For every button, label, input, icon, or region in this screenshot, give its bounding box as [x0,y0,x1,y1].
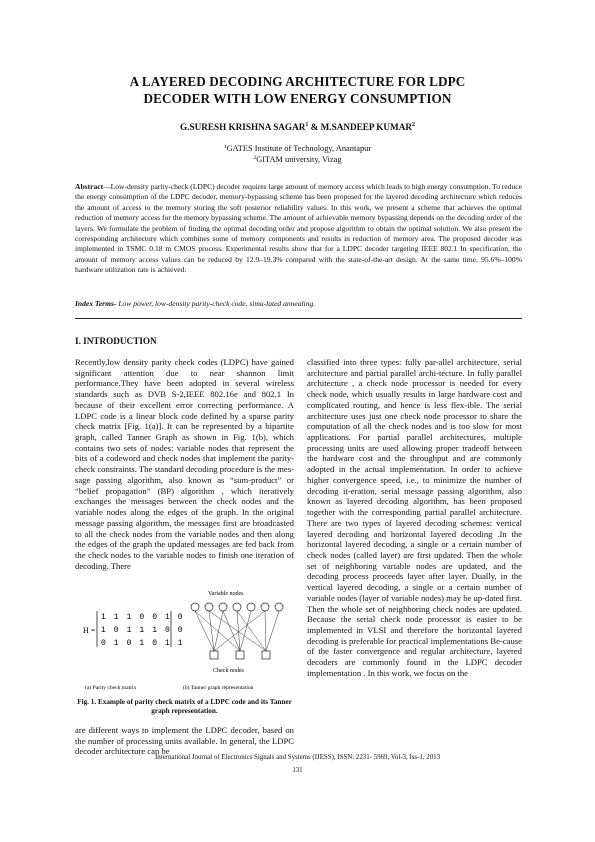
section-heading: I. INTRODUCTION [75,336,157,346]
check-node [262,651,270,659]
abstract-text: —Low-density parity-check (LDPC) decoder requires large amount of memory access which leads to high energy consumption. To reduce the energy consumption of the LDPC decoder, memory-bypassing scheme has been proposed for the layered decoding architecture which reduces the amount of access to the memory storing the soft posterior reliability values. In this work, we present a scheme that achieves the optimal reduction of memory access for the memory bypassing scheme. The amount of achievable memory bypassing depends on the decoding order of the layers. We formulate the problem of finding the optimal decoding order and propose algorithm to obtain the optimal solution. We also present the corresponding architecture which combines some of memory components and results in reduction of memory area. The proposed decoder was implemented in TSMC 0.18 m CMOS process. Experimental results show that for a LDPC decoder targeting IEEE 802.1 In specification, the amount of memory access values can be reduced by 12.9–19.3% compared with the state-of-the-art design. At the same time, 95.6%–100% hardware utilization rate is achieved. [75,182,522,275]
left-column [75,357,294,571]
author-2-affiliation-mark: 2 [411,122,415,128]
title-line-1: A LAYERED DECODING ARCHITECTURE FOR LDPC [129,74,466,89]
variable-node [205,603,213,611]
figure-1 [75,585,294,697]
title-line-2: DECODER WITH LOW ENERGY CONSUMPTION [143,91,452,106]
variable-node [261,603,269,611]
affiliation-2-text: GITAM university, Vizag [256,155,342,164]
figure-1-caption: Fig. 1. Example of parity check matrix of a LDPC code and its Tanner graph representation. [77,698,292,716]
subfigure-b-label: (b) Tanner graph representation [183,685,254,691]
section-divider [75,318,522,319]
variable-node [275,603,283,611]
tanner-edge [237,611,266,651]
affiliation-1-text: GATES Institute of Technology, Anantapur [226,144,372,153]
paper-title [60,73,535,107]
author-1: G.SURESH KRISHNA SAGAR [180,122,306,132]
author-joiner: & [308,122,321,132]
tanner-edge [195,611,214,651]
journal-footer: International Journal of Electronics Signals and Systems (IJESS), ISSN: 2231- 5969, Vol-3, Iss-1, 2013 [154,754,441,761]
author-line [60,120,535,133]
check-node [236,651,244,659]
variable-node [233,603,241,611]
right-column [307,357,522,679]
affiliation-2 [60,153,535,165]
variable-nodes-label: Variable nodes [208,591,244,597]
matrix-row-2: 1 0 1 1 1 0 0 [101,626,185,635]
tanner-edge [209,611,214,651]
affiliation-1-mark: 1 [223,144,227,150]
left-paragraph-1: Recently,low density parity check codes (LDPC) have gained significant attention due to near shannon limit performance.They have been adopted in several wireless standards such as DVB S-2,IEEE 802.16e and 802.1 In because of their excellent error correcting performance. A LDPC code is a linear block code defined by a sparse parity check matrix [Fig. 1(a)]. It can be represented by a bipartite graph, called Tanner Graph as shown in Fig. 1(b), which contains two sets of nodes: variable nodes that represent the bits of a codeword and check nodes that implement the parity-check constraints. The standard decoding procedure is the mes-sage passing algorithm, also known as “sum-product” or “belief propagation” (BP) algorithm , which iteratively exchanges the messages between the check nodes and the variable nodes along the edges of the graph. In the original message passing algorithm, the messages first are broadcasted to all the check nodes from the variable nodes and then along the edges of the graph the updated messages are fed back from the check nodes to the variable nodes to finish one iteration of decoding. There [75,357,294,571]
index-terms-label: Index Terms- [75,299,117,308]
page-number: 131 [292,767,303,774]
right-paragraph: classified into three types: fully par-allel architecture, serial architecture and partial parallel archi-tecture. In fully parallel architecture , a check node processor is needed for every check node, which usually results in large hardware cost and complicated routing, and hence is less flex-ible. The serial architecture uses just one check node processor to share the computation of all the check nodes and is too slow for most applications. For partial parallel architectures, multiple processing units are used allowing proper tradeoff between the hardware cost and the throughput and are commonly adopted in the actual implementation. In order to achieve higher convergence speed, i.e., to minimize the number of decoding it-eration, serial message passing algorithm, also known as layered decoding algorithm, has been proposed together with the corresponding partial parallel architecture. There are two types of layered decoding schemes: vertical layered decoding and horizontal layered decoding .In the horizontal layered decoding, a single or a certain number of check nodes (called layer) are first updated. Then the whole set of neighboring variable nodes are updated, and the decoding process proceeds layer after layer. Dually, in the vertical layered decoding, a single or a certain number of variable nodes (layer of variable nodes) may be up-dated first. Then the whole set of neighboring check nodes are updated. Because the serial check node processor is easier to be implemented in VLSI and therefore the horizontal layered decoding is preferable for practical implementations Be-cause of the faster convergence and regular architecture, layered decoders are commonly found in the LDPC decoder implementation . In this work, we focus on the [307,357,522,678]
check-node [210,651,218,659]
tanner-graph [191,603,283,659]
matrix-row-1: 1 1 1 0 0 1 0 [101,613,185,622]
left-paragraph-2: are different ways to implement the LDPC decoder, based on the number of processing units available. In general, the LDPC decoder architecture can be [75,725,294,757]
author-1-affiliation-mark: 1 [305,122,309,128]
index-terms-text: Low power, low-density parity-check code, simu-lated annealing. [116,299,316,308]
index-terms [75,299,522,309]
variable-node [219,603,227,611]
author-2: M.SANDEEP KUMAR [320,122,412,132]
tanner-edge [265,611,266,651]
abstract [75,182,522,276]
variable-node [247,603,255,611]
matrix-row-3: 0 1 0 1 0 1 1 [101,639,185,648]
tanner-edge [266,611,279,651]
subfigure-a-label: (a) Parity check matrix [85,685,137,691]
affiliation-2-mark: 2 [253,155,257,161]
variable-node [191,603,199,611]
abstract-label: Abstract [75,182,104,191]
matrix-label: H = [83,626,96,635]
check-nodes-label: Check nodes [213,668,244,674]
